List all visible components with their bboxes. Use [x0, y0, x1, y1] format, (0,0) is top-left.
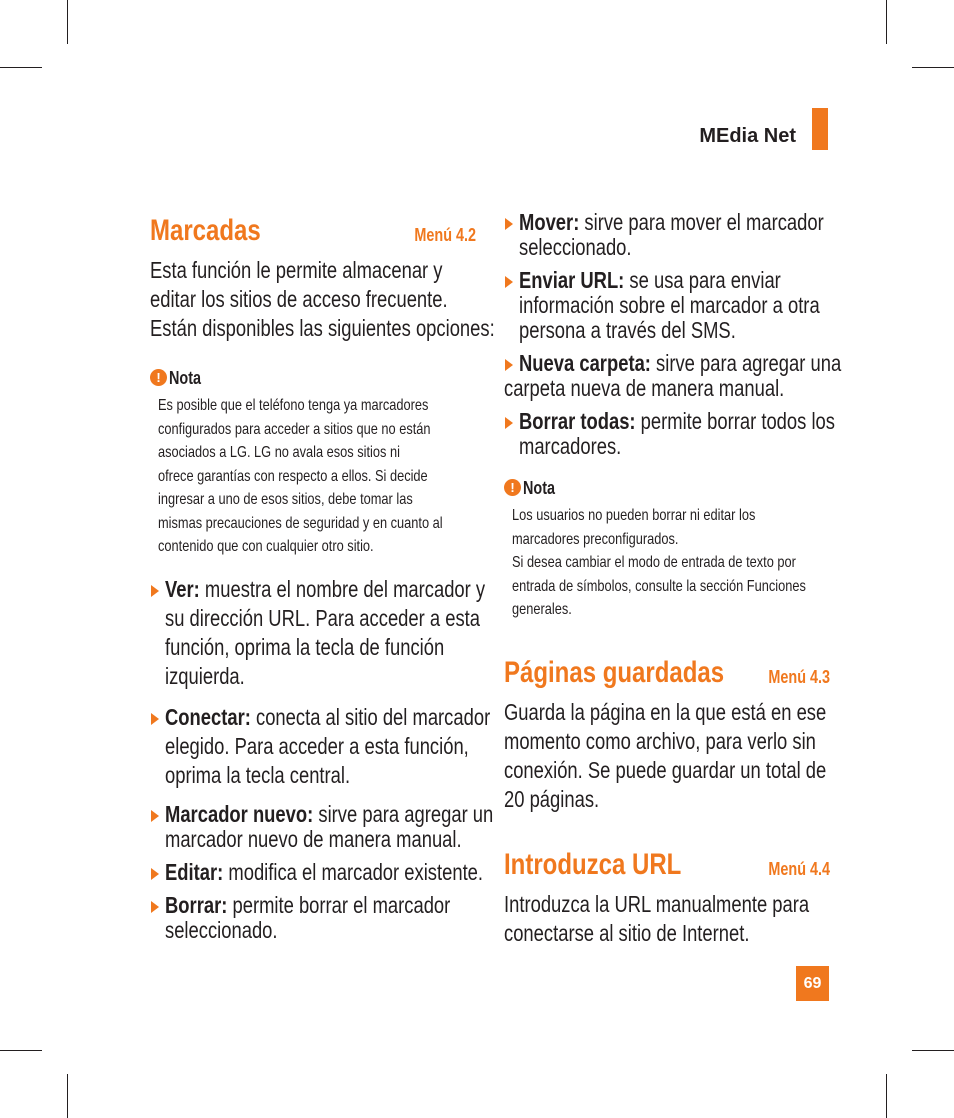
list-item: Borrar todas: permite borrar todos los marcadores.: [504, 409, 830, 459]
section-header-title: MEdia Net: [699, 125, 796, 147]
arrow-right-icon: [505, 359, 513, 371]
warning-icon: !: [504, 479, 521, 496]
list-item: Ver: muestra el nombre del marcador y su dirección URL. Para acceder a esta función, oprima la tecla de función izquierda.: [150, 575, 476, 691]
note-label: Nota: [523, 478, 555, 498]
section-heading-introduzca-url: [504, 844, 830, 880]
arrow-right-icon: [505, 276, 513, 288]
arrow-right-icon: [151, 868, 159, 880]
list-item: Marcador nuevo: sirve para agregar un marcador nuevo de manera manual.: [150, 802, 476, 852]
page-number-badge: 69: [796, 966, 829, 1001]
section-body: Introduzca la URL manualmente para conectarse al sitio de Internet.: [504, 890, 810, 946]
section-body: Guarda la página en la que está en ese momento como archivo, para verlo sin conexión. Se puede guardar un total de 20 páginas.: [504, 698, 827, 812]
left-column: [150, 210, 495, 943]
section-title: Páginas guardadas: [504, 655, 725, 689]
arrow-right-icon: [151, 713, 159, 725]
note-label: Nota: [169, 368, 201, 388]
section-title: Marcadas: [150, 214, 261, 247]
note-heading: [150, 367, 476, 389]
crop-mark: [67, 0, 68, 44]
menu-number: Menú 4.2: [414, 225, 476, 245]
arrow-right-icon: [151, 901, 159, 913]
warning-icon: !: [150, 369, 167, 386]
section-intro: Esta función le permite almacenar y editar los sitios de acceso frecuente. Están disponibles las siguientes opciones:: [150, 257, 495, 341]
menu-number: Menú 4.4: [768, 858, 830, 879]
crop-mark: [0, 1050, 42, 1051]
crop-mark: [886, 0, 887, 44]
section-tab-marker: [812, 108, 828, 150]
section-heading-marcadas: [150, 210, 476, 246]
section-heading-paginas-guardadas: [504, 652, 830, 688]
note-body: Es posible que el teléfono tenga ya marcadores configurados para acceder a sitios que no están asociados a LG. LG no avala esos sitios ni ofrece garantías con respecto a ellos. Si decide ingresar a uno de esos sitios, debe tomar las mismas precauciones de seguridad y en cuanto al contenido que con cualquier otro sitio.: [158, 397, 443, 555]
arrow-right-icon: [151, 585, 159, 597]
crop-mark: [886, 1074, 887, 1118]
list-item: Borrar: permite borrar el marcador seleccionado.: [150, 893, 476, 943]
note-heading: [504, 477, 830, 499]
arrow-right-icon: [505, 417, 513, 429]
arrow-right-icon: [151, 810, 159, 822]
list-item: Nueva carpeta: sirve para agregar una carpeta nueva de manera manual.: [504, 350, 842, 401]
list-item: Mover: sirve para mover el marcador seleccionado.: [504, 210, 830, 260]
menu-number: Menú 4.3: [768, 666, 830, 687]
arrow-right-icon: [505, 218, 513, 230]
crop-mark: [912, 1050, 954, 1051]
list-item: Enviar URL: se usa para enviar información sobre el marcador a otra persona a través del SMS.: [504, 268, 830, 343]
list-item: Editar: modifica el marcador existente.: [150, 860, 476, 885]
right-column: [504, 209, 842, 948]
crop-mark: [912, 67, 954, 68]
crop-mark: [0, 67, 42, 68]
list-item: Conectar: conecta al sitio del marcador elegido. Para acceder a esta función, oprima la tecla central.: [150, 703, 476, 790]
section-title: Introduzca URL: [504, 847, 682, 881]
crop-mark: [67, 1074, 68, 1118]
note-body: Los usuarios no pueden borrar ni editar los marcadores preconfigurados. Si desea cambiar el modo de entrada de texto por entrada de símbolos, consulte la sección Funciones generales.: [512, 507, 806, 618]
